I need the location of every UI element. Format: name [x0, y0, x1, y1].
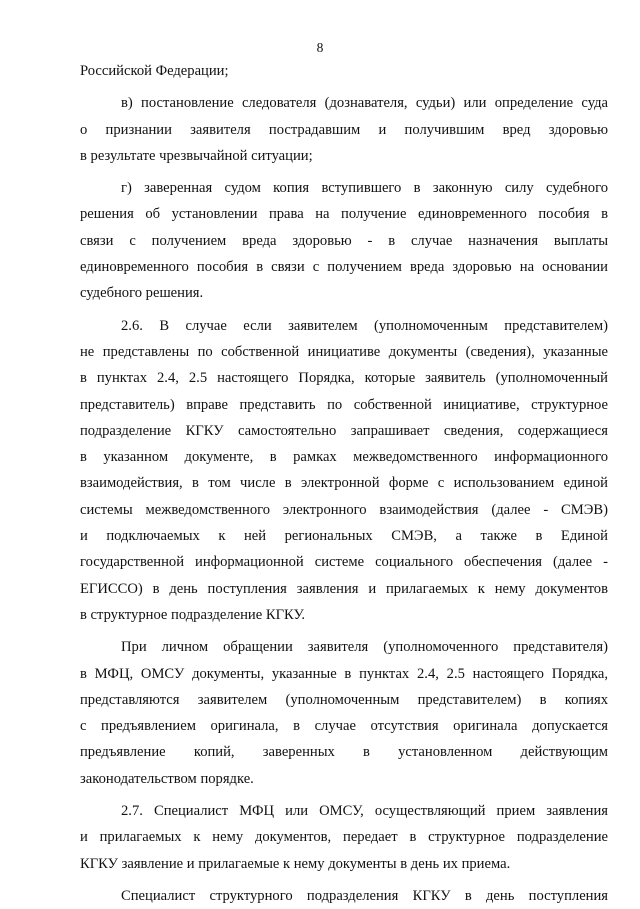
- text-line: в) постановление следователя (дознавателя, судьи) или определение суда: [121, 95, 608, 112]
- text-line: 2.7. Специалист МФЦ или ОМСУ, осуществляющий прием заявления: [121, 803, 608, 820]
- text-line: предъявление копий, заверенных в установленном действующим: [80, 744, 608, 761]
- page-number: 8: [316, 40, 324, 55]
- text-line: взаимодействия, в том числе в электронной форме с использованием единой: [80, 475, 608, 492]
- text-line: При личном обращении заявителя (уполномоченного представителя): [121, 639, 608, 656]
- text-line: в структурное подразделение КГКУ.: [80, 606, 306, 623]
- text-line: связи с получением вреда здоровью - в случае назначения выплаты: [80, 232, 608, 249]
- paragraph-continuation: [80, 58, 608, 84]
- text-line: законодательством порядке.: [80, 770, 254, 787]
- text-line: в указанном документе, в рамках межведомственного информационного: [80, 449, 608, 466]
- paragraph-personal-appeal: [80, 634, 608, 792]
- text-line: не представлены по собственной инициативе документы (сведения), указанные: [80, 343, 608, 360]
- text-line: и прилагаемых к нему документов, передает в структурное подразделение: [80, 829, 608, 846]
- text-line: г) заверенная судом копия вступившего в законную силу судебного: [121, 180, 608, 197]
- text-line: решения об установлении права на получение единовременного пособия в: [80, 206, 608, 223]
- text-line: в пунктах 2.4, 2.5 настоящего Порядка, которые заявитель (уполномоченный: [80, 370, 608, 387]
- paragraph-clause-2-7: [80, 798, 608, 877]
- text-line: судебного решения.: [80, 285, 204, 302]
- text-line: государственной информационной системе социального обеспечения (далее -: [80, 554, 608, 571]
- text-line: 2.6. В случае если заявителем (уполномоченным представителем): [121, 317, 608, 334]
- text-line: в МФЦ, ОМСУ документы, указанные в пунктах 2.4, 2.5 настоящего Порядка,: [80, 665, 608, 682]
- text-line: представитель) вправе представить по собственной инициативе, структурное: [80, 396, 608, 413]
- text-line: Российской Федерации;: [80, 63, 229, 79]
- text-line: с предъявлением оригинала, в случае отсутствия оригинала допускается: [80, 718, 608, 735]
- text-line: ЕГИССО) в день поступления заявления и прилагаемых к нему документов: [80, 580, 608, 597]
- text-line: представляются заявителем (уполномоченным представителем) в копиях: [80, 691, 608, 708]
- text-line: и подключаемых к ней региональных СМЭВ, а также в Единой: [80, 528, 608, 545]
- text-line: о признании заявителя пострадавшим и получившим вред здоровью: [80, 121, 608, 138]
- text-line: единовременного пособия в связи с получением вреда здоровью на основании: [80, 259, 608, 276]
- text-line: системы межведомственного электронного взаимодействия (далее - СМЭВ): [80, 501, 608, 518]
- paragraph-item-v: [80, 90, 608, 169]
- text-line: в результате чрезвычайной ситуации;: [80, 147, 313, 164]
- paragraph-specialist: [80, 883, 608, 909]
- text-line: подразделение КГКУ самостоятельно запрашивает сведения, содержащиеся: [80, 422, 608, 439]
- paragraph-clause-2-6: [80, 313, 608, 629]
- paragraph-item-g: [80, 175, 608, 306]
- text-line: Специалист структурного подразделения КГКУ в день поступления: [121, 887, 608, 904]
- document-body: [80, 58, 608, 909]
- text-line: КГКУ заявление и прилагаемые к нему документы в день их приема.: [80, 855, 511, 872]
